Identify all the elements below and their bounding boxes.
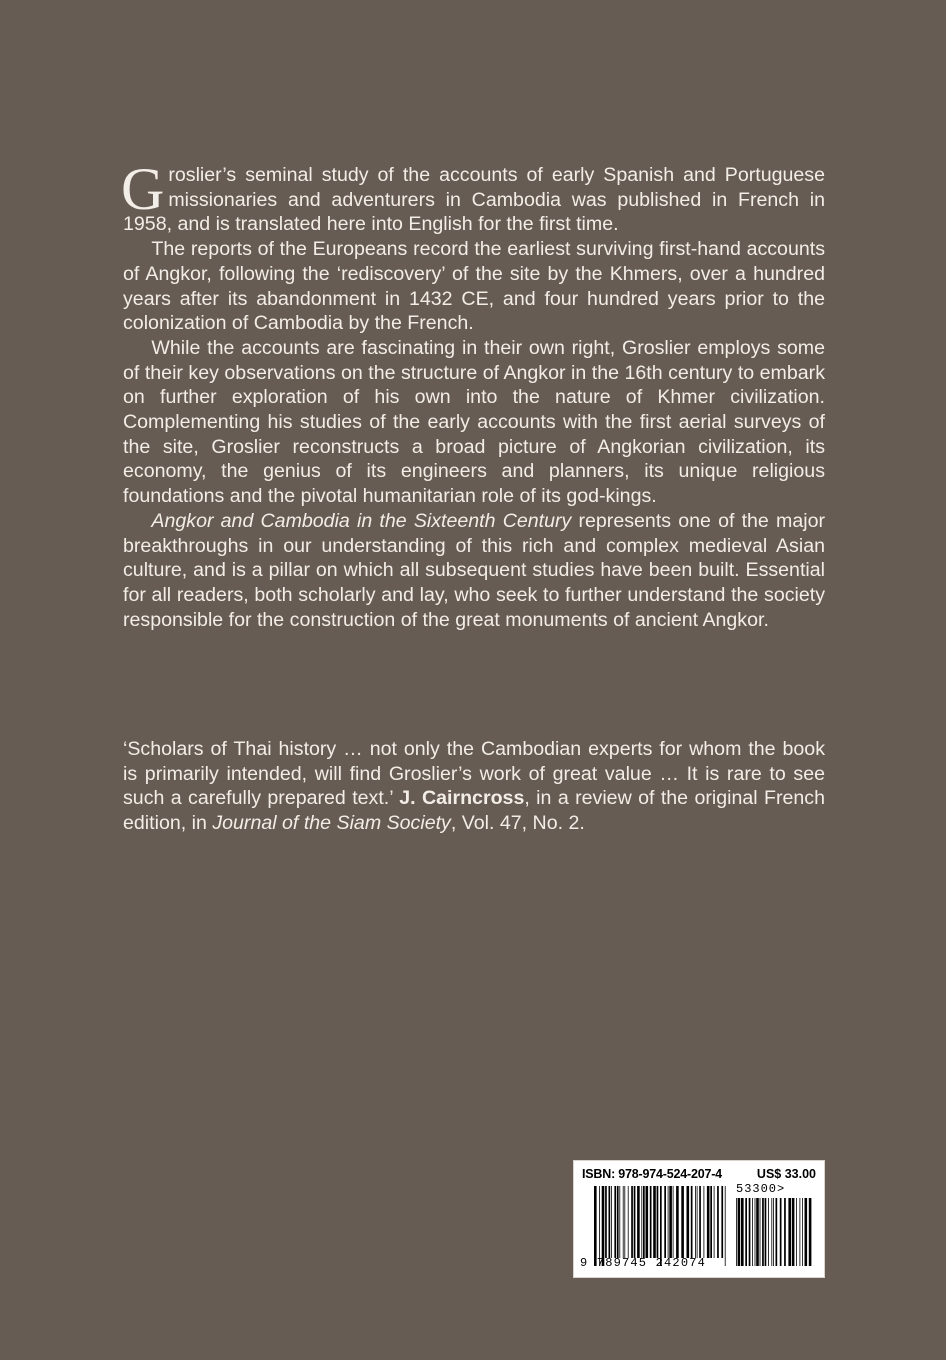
barcode-bar bbox=[788, 1198, 791, 1266]
barcode-bar bbox=[749, 1198, 751, 1266]
barcode-bar bbox=[634, 1186, 636, 1258]
barcode-bar bbox=[699, 1186, 701, 1258]
review-author: J. Cairncross bbox=[399, 787, 525, 810]
barcode-bar bbox=[752, 1198, 753, 1266]
barcode-bar bbox=[691, 1186, 693, 1258]
barcode-bar bbox=[605, 1186, 607, 1258]
barcode-bar bbox=[594, 1186, 597, 1266]
barcode-bar bbox=[738, 1198, 741, 1266]
barcode-bar bbox=[631, 1186, 633, 1258]
blurb-paragraph-4-text: represents one of the major breakthroughs in our understanding of this rich and complex medieval Asian culture, and is a pillar on which all subsequent studies have been built. Essential for all readers, both scholarly and lay, who seek to further understand the society responsible for the construction of the great monuments of ancient Angkor. bbox=[123, 509, 825, 631]
barcode-bar bbox=[768, 1198, 769, 1266]
barcode-bar bbox=[755, 1198, 756, 1266]
addon-barcode-bars bbox=[736, 1198, 814, 1266]
barcode-bar bbox=[602, 1186, 605, 1266]
barcode-bar bbox=[617, 1186, 619, 1258]
ean-digits: 9 789745 242074 bbox=[580, 1256, 707, 1270]
barcode-bar bbox=[796, 1198, 797, 1266]
barcode-bar bbox=[623, 1186, 624, 1258]
barcode-bar bbox=[741, 1198, 744, 1266]
barcode-bar bbox=[646, 1186, 649, 1258]
barcode-bar bbox=[609, 1186, 611, 1258]
barcode-bar bbox=[710, 1186, 712, 1258]
review-journal: Journal of the Siam Society bbox=[212, 812, 451, 835]
barcode-bar bbox=[762, 1198, 764, 1266]
barcode-bar bbox=[611, 1186, 612, 1258]
blurb-paragraph-4 bbox=[123, 509, 825, 633]
barcode-bar bbox=[760, 1198, 761, 1266]
barcode-bar bbox=[641, 1186, 642, 1258]
ean-barcode-bars bbox=[594, 1186, 729, 1266]
barcode-bar bbox=[707, 1186, 710, 1258]
review-quote bbox=[123, 737, 825, 836]
barcode-bar bbox=[653, 1186, 656, 1258]
drop-cap: G bbox=[121, 156, 165, 222]
barcode-bar bbox=[745, 1198, 747, 1266]
blurb-paragraph-3: While the accounts are fascinating in their own right, Groslier employs some of their key observations on the structure of Angkor in the 16th century to embark on further exploration of his own into the nature of Khmer civilization. Complementing his studies of the early accounts with the first aerial surveys of the site, Groslier reconstructs a broad picture of Angkorian civilization, its economy, the genius of its engineers and planners, its unique religious foundations and the pivotal humanitarian role of its god-kings. bbox=[123, 336, 825, 508]
barcode-bar bbox=[756, 1198, 759, 1266]
barcode-bar bbox=[802, 1198, 803, 1266]
barcode-bar bbox=[773, 1198, 774, 1266]
barcode-bar bbox=[681, 1186, 684, 1258]
blurb-paragraph-2: The reports of the Europeans record the earliest surviving first-hand accounts of Angkor, following the ‘rediscovery’ of the site by the Khmers, over a hundred years after its abandonment in 1432 CE, and four hundred years prior to the colonization of Cambodia by the French. bbox=[123, 238, 825, 335]
barcode-bar bbox=[614, 1186, 616, 1258]
barcode-panel bbox=[573, 1160, 825, 1278]
barcode-bar bbox=[624, 1186, 625, 1258]
barcode-bar bbox=[736, 1198, 737, 1266]
barcode-bar bbox=[695, 1186, 696, 1258]
barcode-bar bbox=[687, 1186, 690, 1258]
isbn-label: ISBN: 978-974-524-207-4 bbox=[582, 1167, 722, 1181]
barcode-bar bbox=[599, 1186, 600, 1266]
review-source-text: , in a review of the original French edition, in bbox=[123, 787, 825, 835]
barcode-bar bbox=[805, 1198, 808, 1266]
barcode-bar bbox=[809, 1198, 812, 1266]
barcode-bar bbox=[714, 1186, 715, 1258]
addon-digits: 53300> bbox=[736, 1182, 786, 1196]
blurb-paragraph-1 bbox=[121, 156, 825, 237]
barcode-bar bbox=[628, 1186, 629, 1258]
barcode-bar bbox=[697, 1186, 698, 1258]
blurb-paragraph-1-text: roslier’s seminal study of the accounts of early Spanish and Portuguese missionaries and adventurers in Cambodia was published in French in 1958, and is translated here into English for the first time. bbox=[123, 164, 825, 236]
barcode-bar bbox=[721, 1186, 723, 1258]
review-paragraph bbox=[123, 737, 825, 836]
barcode-bar bbox=[776, 1198, 778, 1266]
barcode-bar bbox=[765, 1198, 767, 1266]
barcode-bar bbox=[650, 1186, 652, 1258]
barcode-bar bbox=[660, 1186, 662, 1266]
barcode-bar bbox=[657, 1186, 659, 1258]
barcode-bar bbox=[668, 1186, 669, 1258]
back-cover-blurb bbox=[121, 156, 825, 632]
barcode-bar bbox=[643, 1186, 645, 1258]
barcode-bar bbox=[771, 1198, 772, 1266]
barcode-bar bbox=[704, 1186, 705, 1258]
barcode-bar bbox=[780, 1198, 782, 1266]
barcode-bar bbox=[784, 1198, 786, 1266]
barcode-bar bbox=[676, 1186, 679, 1258]
barcode-bar bbox=[800, 1198, 801, 1266]
barcode-bar bbox=[664, 1186, 666, 1258]
review-quote-text: ‘Scholars of Thai history … not only the Cambodian experts for whom the book is primarily intended, will find Groslier’s work of great value … It is rare to see such a carefully prepared text.’ bbox=[123, 738, 825, 810]
barcode-bar bbox=[669, 1186, 672, 1258]
barcode-bar bbox=[619, 1186, 620, 1258]
barcode-bar bbox=[637, 1186, 640, 1258]
book-title-italic: Angkor and Cambodia in the Sixteenth Century bbox=[151, 509, 572, 532]
barcode-bar bbox=[725, 1186, 726, 1266]
review-citation: , Vol. 47, No. 2. bbox=[450, 812, 585, 835]
barcode-bar bbox=[792, 1198, 795, 1266]
price-label: US$ 33.00 bbox=[756, 1167, 816, 1181]
barcode-bar bbox=[717, 1186, 719, 1258]
barcode-bar bbox=[673, 1186, 674, 1258]
